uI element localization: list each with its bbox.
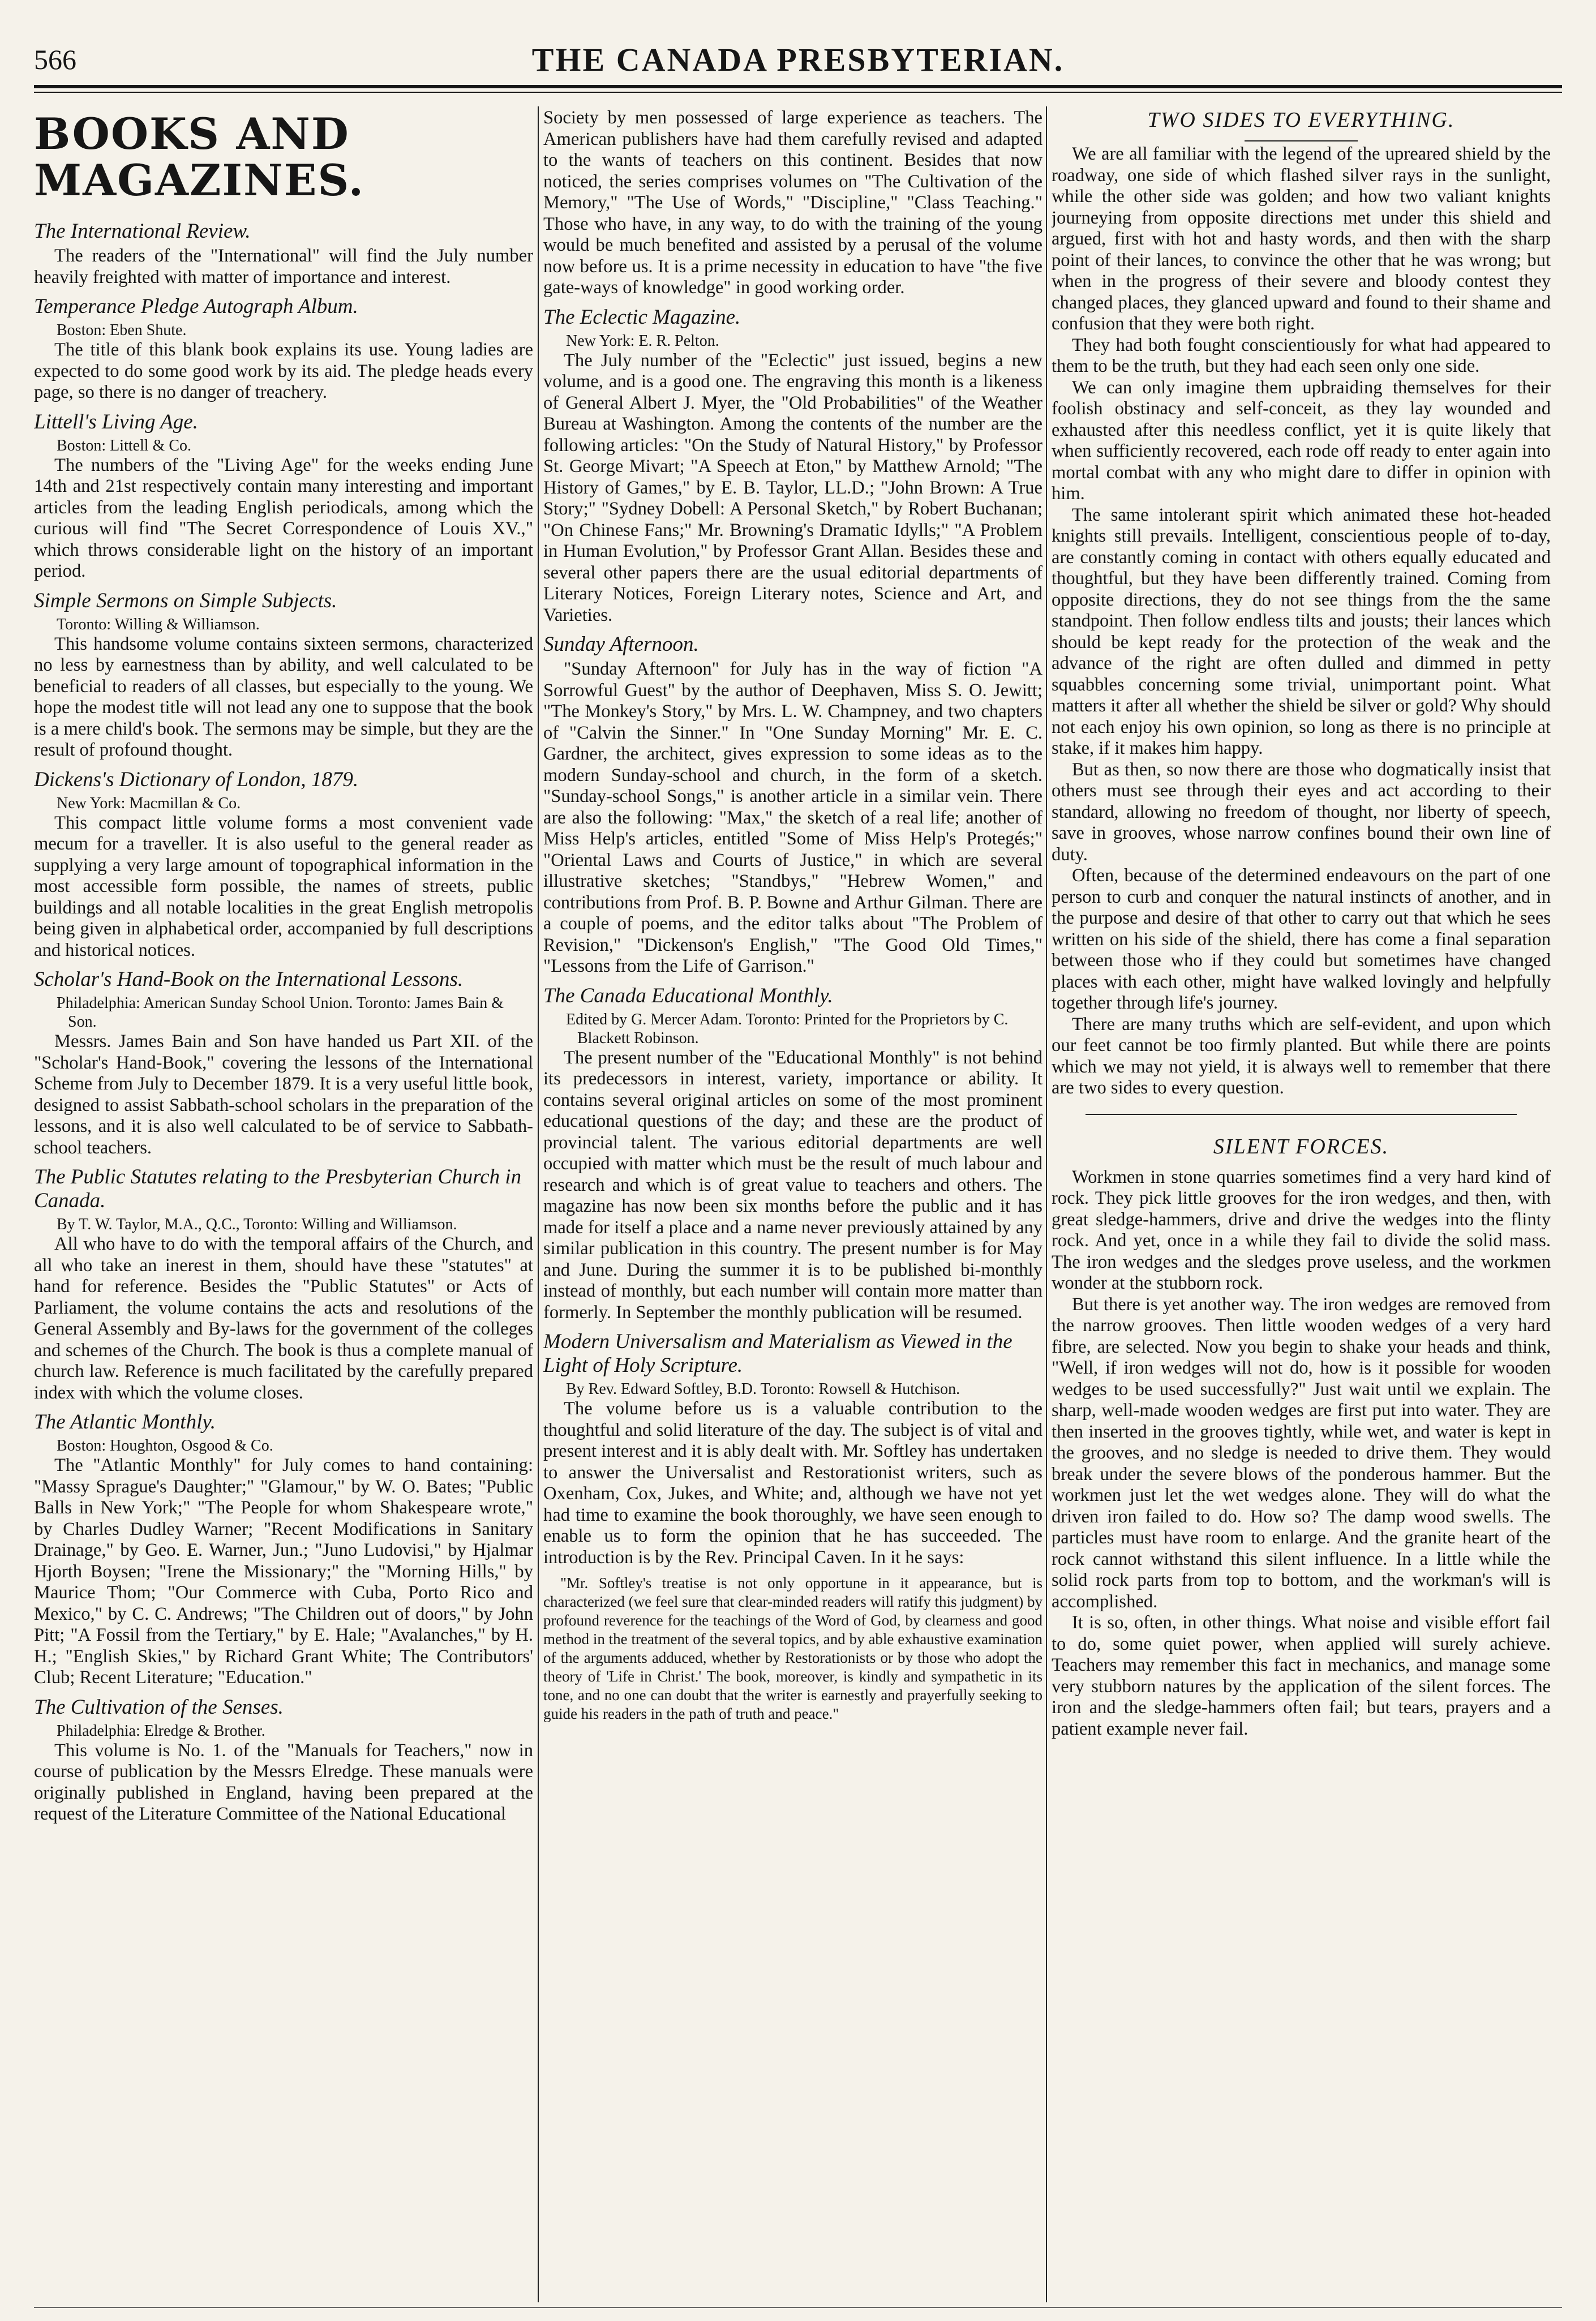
review-title: Sunday Afternoon. <box>543 633 699 656</box>
review-item <box>34 768 533 962</box>
article-paragraph: It is so, often, in other things. What noise and visible effort fail to do, some quiet power, when applied will surely achieve. Teachers may remember this fact in mechanics, and manage some very stubborn natures by the application of the silent forces. The iron and the sledge-hammers often fail; but tears, prayers and a patient example never fail. <box>1052 1612 1551 1739</box>
review-item <box>543 984 1042 1324</box>
section-title: BOOKS AND MAGAZINES. <box>34 109 365 205</box>
article-paragraph: We can only imagine them upbraiding themselves for their foolish obstinacy and self-conceit, as they lay wounded and exhausted after this needless conflict, yet it is quite likely that when sufficiently recovered, each rode off ready to enter again into mortal combat with any who might dare to differ in opinion with him. <box>1052 377 1551 504</box>
review-item <box>543 1330 1042 1723</box>
review-paragraph: "Sunday Afternoon" for July has in the way of fiction "A Sorrowful Guest" by the author of Deephaven, Miss S. O. Jewitt; "The Monkey's Story," by Mrs. L. W. Champney, and two chapters of "Calvin the Sinner." In "One Sunday Morning" Mr. E. C. Gardner, the architect, gives expression to some ideas as to the modern Sunday-school and church, in the form of a sketch. "Sunday-school Songs," is another article in a similar vein. There are also the following: "Max," the sketch of a real life; another of Miss Help's articles, entitled "Some of Miss Help's Protegés;" "Oriental Laws and Courts of Justice," in which are several illustrative sketches; "Standbys," "Hebrew Women," and contributions from Prof. B. P. Bowne and Arthur Gilman. There are a couple of poems, and the editor talks about "The Problem of Revision," "Dickenson's English," "The Good Old Times," "Lessons from the Life of Garrison." <box>543 659 1042 976</box>
review-imprint: New York: Macmillan & Co. <box>57 794 241 812</box>
article-paragraph: They had both fought conscientiously for what had appeared to them to be the truth, but they had each seen only one side. <box>1052 334 1551 376</box>
review-paragraph: All who have to do with the temporal affairs of the Church, and all who take an inerest in them, should have these "statutes" at hand for reference. Besides the "Public Statutes" or Acts of Parliament, the volume contains the acts and resolutions of the General Assembly and By-laws for the government of the colleges and schemes of the Church. The book is thus a complete manual of church law. Reference is much facilitated by the carefully prepared index with which the volume closes. <box>34 1234 533 1403</box>
review-paragraph: This compact little volume forms a most convenient vade mecum for a traveller. It is also useful to the general reader as supplying a very large amount of topographical information in the most accessible form possible, the names of streets, public buildings and all notable localities in the great English metropolis being given in alphabetical order, accompanied by full descriptions and historical notices. <box>34 812 533 960</box>
article-paragraph: Often, because of the determined endeavours on the part of one person to curb and conquer the natural instincts of another, and in the purpose and desire of that other to carry out that which he sees written on his side of the shield, there has come a final separation between those who if they could but sometimes have changed places with each other, might have walked lovingly and helpfully together through life's journey. <box>1052 865 1551 1013</box>
review-paragraph: The volume before us is a valuable contribution to the thoughtful and solid literature of the day. The subject is of vital and present interest and it is ably dealt with. Mr. Softley has undertaken to answer the Universalist and Restorationist writers, such as Oxenham, Cox, Jukes, and White; and, although we have not yet had time to examine the book thoroughly, we have seen enough to enable us to form the opinion that he has succeeded. The introduction is by the Rev. Principal Caven. In it he says: <box>543 1398 1042 1568</box>
review-item <box>543 108 1042 299</box>
review-title: The Canada Educational Monthly. <box>543 984 833 1007</box>
column-3 <box>1052 108 1551 2298</box>
column-2 <box>543 108 1042 2298</box>
article-paragraph: But as then, so now there are those who dogmatically insist that others must see through their eyes and act according to their standard, allowing no freedom of thought, nor liberty of speech, save in grooves, whose narrow confines bound their own line of duty. <box>1052 759 1551 865</box>
review-item <box>34 410 533 582</box>
review-item <box>34 589 533 761</box>
heading-rule <box>1245 140 1358 141</box>
article-paragraph: The same intolerant spirit which animated these hot-headed knights still prevails. Intelligent, conscientious people of to-day, are constantly coming in contact with others equally educated and thoughtful, but they have been differently trained. Coming from opposite directions, they do not see things from the the same standpoint. Then follow endless tilts and jousts; their lances which should be kept ready for the protection of the weak and the advance of the right are often dulled and dimmed in petty squabbles concerning some trivial, unimportant point. What matters it after all whether the shield be silver or gold? Why should not each enjoy his own opinion, so long as there is no principle at stake, if it makes him happy. <box>1052 504 1551 758</box>
review-paragraph: The July number of the "Eclectic" just issued, begins a new volume, and is a good one. The engraving this month is a likeness of General Albert J. Myer, the "Old Probabilities" of the Weather Bureau at Washington. Among the contents of the number are the following articles: "On the Study of Natural History," by Professor St. George Mivart; "A Speech at Eton," by Matthew Arnold; "The History of Games," by E. B. Taylor, LL.D.; "John Brown: A True Story;" "Sydney Dobell: A Personal Sketch," by Robert Buchanan; "On Chinese Fans;" Mr. Browning's Dramatic Idylls;" "A Problem in Human Evolution," by Professor Grant Allan. Besides these and several other papers there are the usual editorial departments of Literary Notices, Foreign Literary notes, Science and Art, and Varieties. <box>543 350 1042 625</box>
review-imprint: Edited by G. Mercer Adam. Toronto: Printed for the Proprietors by C. Blackett Robinson. <box>566 1010 1009 1047</box>
article-heading-two-sides: TWO SIDES TO EVERYTHING. <box>1147 108 1455 132</box>
review-item <box>34 1165 533 1404</box>
article-paragraph: Workmen in stone quarries sometimes find a very hard kind of rock. They pick little grooves for the iron wedges, and then, with great sledge-hammers, drive and drive the wedges into the flinty rock. And yet, once in a while they fail to divide the solid mass. The iron wedges and the sledges prove useless, and the workmen wonder at the stubborn rock. <box>1052 1166 1551 1293</box>
article-heading-silent-forces: SILENT FORCES. <box>1213 1134 1389 1159</box>
review-list <box>34 220 533 1825</box>
review-title: The Cultivation of the Senses. <box>34 1695 284 1719</box>
review-imprint: New York: E. R. Pelton. <box>566 332 719 350</box>
article-paragraph: There are many truths which are self-evident, and upon which our feet cannot be too firmly planted. But while there are points which we may not yield, it is always well to remember that there are two sides to every question. <box>1052 1014 1551 1098</box>
page-number: 566 <box>34 44 76 75</box>
review-title: The International Review. <box>34 220 251 243</box>
header-rule <box>34 85 1562 88</box>
review-paragraph: This volume is No. 1. of the "Manuals for Teachers," now in course of publication by the Messrs Elredge. These manuals were originally published in England, having been prepared at the request of the Literature Committee of the National Educational <box>34 1740 533 1824</box>
review-title: Scholar's Hand-Book on the International Lessons. <box>34 968 464 991</box>
review-title: Simple Sermons on Simple Subjects. <box>34 589 337 612</box>
article-separator <box>1086 1114 1517 1115</box>
article-silent-forces-body <box>1052 1167 1551 1740</box>
review-paragraph: The readers of the "International" will find the July number heavily freighted with matter of importance and interest. <box>34 246 533 288</box>
review-imprint: Philadelphia: Elredge & Brother. <box>57 1722 265 1740</box>
review-title: Dickens's Dictionary of London, 1879. <box>34 767 359 791</box>
review-paragraph: Messrs. James Bain and Son have handed us Part XII. of the "Scholar's Hand-Book," covering the lessons of the International Scheme from July to December 1879. It is a very useful little book, designed to assist Sabbath-school scholars in the preparation of the lessons, and it is also well calculated to be of service to Sabbath-school teachers. <box>34 1031 533 1158</box>
review-paragraph: The present number of the "Educational Monthly" is not behind its predecessors in interest, variety, importance or ability. It contains several original articles on some of the most prominent educational questions of the day; and these are the product of provincial talent. The various editorial departments are well occupied with matter which must be the result of much labour and research and which is of great value to teachers and others. The magazine has now been six months before the public and it has made for itself a place and a name never previously attained by any similar publication in this country. The present number is for May and June. During the summer it is to be published bi-monthly instead of monthly, but each number will contain more matter than formerly. In September the monthly publication will be resumed. <box>543 1047 1042 1323</box>
page-header <box>34 41 1562 86</box>
header-rule-thin <box>34 92 1562 93</box>
review-item <box>543 306 1042 627</box>
review-paragraph: This handsome volume contains sixteen sermons, characterized no less by earnestness than by ability, and well calculated to be beneficial to readers of all classes, but especially to the young. We hope the modest title will not lead any one to suppose that the book is a mere child's book. The sermons may be simple, but they are the result of profound thought. <box>34 633 533 760</box>
column-1 <box>34 108 533 2298</box>
review-title: The Eclectic Magazine. <box>543 305 741 329</box>
column-divider <box>538 106 539 2302</box>
review-paragraph: The title of this blank book explains its use. Young ladies are expected to do some good work by its aid. The pledge heads every page, so there is no danger of treachery. <box>34 340 533 402</box>
review-imprint: Philadelphia: American Sunday School Union. Toronto: James Bain & Son. <box>57 994 504 1031</box>
review-item <box>34 295 533 404</box>
article-paragraph: But there is yet another way. The iron wedges are removed from the narrow grooves. Then little wooden wedges of a very hard fibre, are selected. Now you begin to shake your heads and think, "Well, if iron wedges will not do, how is it possible for wooden wedges to be used successfully?" Just wait until we explain. The sharp, well-made wooden wedges are first put into water. They are then inserted in the grooves tightly, while wet, and water is kept in the grooves, and no sledge is needed to drive them. They would break under the severe blows of the ponderous hammer. But the workmen just let the wet wedges alone. They will do what the driven iron failed to do. How so? The damp wood swells. The particles must have room to enlarge. And the granite heart of the rock cannot withstand this silent influence. In a little while the solid rock parts from top to bottom, and the workman's will is accomplished. <box>1052 1294 1551 1612</box>
review-imprint: Boston: Eben Shute. <box>57 321 187 339</box>
review-title: Temperance Pledge Autograph Album. <box>34 295 358 318</box>
review-imprint: Toronto: Willing & Williamson. <box>57 615 260 633</box>
footer-rule <box>34 2307 1562 2308</box>
newspaper-title: THE CANADA PRESBYTERIAN. <box>531 41 1065 78</box>
review-item <box>34 968 533 1159</box>
review-paragraph: Society by men possessed of large experience as teachers. The American publishers have had them carefully revised and adapted to the wants of teachers on this continent. Besides that now noticed, the series comprises volumes on "The Cultivation of the Memory," "The Use of Words," "Discipline," "Class Teaching." Those who have, in any way, to do with the training of the young would be much benefited and assisted by a perusal of the volume now before us. It is a prime necessity in education to have "the five gate-ways of knowledge" in good working order. <box>543 108 1042 298</box>
review-imprint: By T. W. Taylor, M.A., Q.C., Toronto: Willing and Williamson. <box>57 1216 457 1233</box>
review-title: Modern Universalism and Materialism as Viewed in the Light of Holy Scripture. <box>543 1330 1012 1377</box>
review-item <box>34 1410 533 1689</box>
review-list-continued <box>543 108 1042 1723</box>
article-two-sides-body <box>1052 144 1551 1099</box>
review-imprint: Boston: Littell & Co. <box>57 436 192 454</box>
review-item <box>34 1696 533 1825</box>
review-item <box>34 220 533 288</box>
article-paragraph: We are all familiar with the legend of the upreared shield by the roadway, one side of which flashed silver rays in the sunlight, while the other side was golden; and how two valiant knights journeying from opposite directions met under this shield and argued, first with hot and hasty words, and then with the sharp point of their lances, to convince the other that he was wrong; but when in the progress of their severe and bloody contest they changed places, they glanced upward and found to their shame and confusion that they were both right. <box>1052 144 1551 334</box>
review-title: Littell's Living Age. <box>34 410 198 434</box>
review-imprint: Boston: Houghton, Osgood & Co. <box>57 1437 273 1455</box>
review-title: The Public Statutes relating to the Presbyterian Church in Canada. <box>34 1165 522 1212</box>
review-paragraph: The numbers of the "Living Age" for the weeks ending June 14th and 21st respectively contain many interesting and important articles from the leading English periodicals, among which the curious will find "The Secret Correspondence of Louis XV.," which throws considerable light on the history of an important period. <box>34 454 533 581</box>
review-paragraph: The "Atlantic Monthly" for July comes to hand containing: "Massy Sprague's Daughter;" "Glamour," by W. O. Bates; "Public Balls in New York;" "The People for whom Shakespeare wrote," by Charles Dudley Warner; "Recent Modifications in Sanitary Drainage," by Geo. E. Warner, Jun.; "Juno Ludovisi," by Hjalmar Hjorth Boysen; "Irene the Missionary;" the "Morning Hills," by Maurice Thom; "Our Commerce with Cuba, Porto Rico and Mexico," by C. C. Andrews; "The Children out of doors," by John Pitt; "A Fossil from the Tertiary," by E. Hale; "Avalanches," by H. H.; "English Skies," by Richard Grant White; The Contributors' Club; Recent Literature; "Education." <box>34 1455 533 1688</box>
column-divider <box>1046 106 1047 2302</box>
review-title: The Atlantic Monthly. <box>34 1410 216 1434</box>
review-quotation: "Mr. Softley's treatise is not only opportune in it appearance, but is characterized (we feel sure that clear-minded readers will ratify this judgment) by profound reverence for the teachings of the Word of God, by clearness and good method in the treatment of the several topics, and by able exhaustive examination of the arguments adduced, whether by Restorationists or by those who adopt the theory of 'Life in Christ.' The book, moreover, is kindly and sympathetic in its tone, and no one can doubt that the writer is earnestly and prayerfully seeking to guide his readers in the path of truth and peace." <box>543 1574 1042 1722</box>
review-item <box>543 633 1042 977</box>
review-imprint: By Rev. Edward Softley, B.D. Toronto: Rowsell & Hutchison. <box>566 1380 960 1398</box>
